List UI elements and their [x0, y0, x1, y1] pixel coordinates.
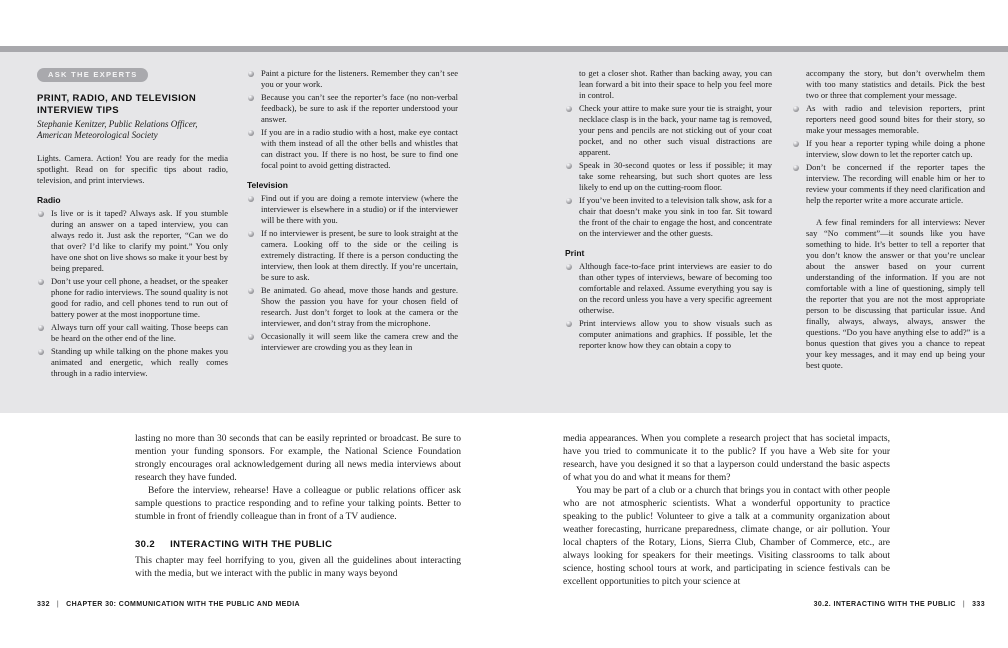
page-number: 333 — [972, 601, 985, 608]
bullet-icon — [248, 231, 254, 237]
expert-box-column-1 — [37, 68, 228, 379]
bullet-text: If no interviewer is present, be sure to look straight at the camera. Looking off to the side or the ceiling is extremely distracting. If there is a person conducting the interview, then look at them directly. If you’re uncertain, be sure to ask. — [261, 228, 458, 282]
bullet-item — [247, 331, 458, 353]
bullet-item — [37, 208, 228, 274]
bullet-item — [37, 322, 228, 344]
bullet-item — [37, 276, 228, 320]
bullet-item — [247, 127, 458, 171]
bullet-item — [247, 193, 458, 226]
bullet-text: If you’ve been invited to a television talk show, ask for a chair that doesn’t make you sink in too far. Sit toward the front of the chair to engage the host, and concentrate on the interviewer and the other guests. — [579, 195, 773, 238]
continued-text: to get a closer shot. Rather than backing away, you can lean forward a bit into their space to help you feel more in control. — [579, 68, 772, 100]
bullet-text: Always turn off your call waiting. Those beeps can be heard on the other end of the line. — [51, 322, 228, 343]
bullet-text: Standing up while talking on the phone makes you animated and energetic, which really comes through in a radio interview. — [51, 346, 228, 378]
bullet-icon — [248, 196, 254, 202]
bullet-icon — [38, 211, 44, 217]
bullet-icon — [793, 165, 799, 171]
running-head: CHAPTER 30: COMMUNICATION WITH THE PUBLIC AND MEDIA — [66, 601, 301, 608]
section-number: 30.2 — [135, 539, 156, 550]
bullet-text: If you hear a reporter typing while doing a phone interview, slow down to let the reporter catch up. — [806, 138, 985, 159]
bullet-item — [792, 138, 985, 160]
bullet-item — [247, 228, 458, 283]
section-title: INTERACTING WITH THE PUBLIC — [170, 539, 333, 550]
bullet-item — [247, 68, 458, 90]
continued-text: accompany the story, but don’t overwhelm them with too many statistics and details. Pick the best two or three that complement your message. — [806, 68, 985, 100]
bullet-icon — [566, 198, 572, 204]
bullet-icon — [38, 279, 44, 285]
section-heading — [135, 538, 461, 551]
bullet-text: Because you can’t see the reporter’s face (no non-verbal feedback), be sure to ask if the reporter understood your answer. — [261, 92, 458, 124]
page-number: 332 — [37, 601, 50, 608]
expert-box-author: Stephanie Kenitzer, Public Relations Officer, American Meteorological Society — [37, 119, 198, 140]
bullet-text: Find out if you are doing a remote interview (where the interviewer is elsewhere in a studio) or if the interviewer will be there with you. — [261, 193, 458, 225]
bullet-icon — [793, 106, 799, 112]
paragraph: Before the interview, rehearse! Have a colleague or public relations officer ask sample questions to practice responding and to refine your talking points. Better to stumble in front of friendly colleague than in front of a TV audience. — [135, 486, 461, 522]
bullet-item — [565, 103, 772, 158]
left-page-footer — [37, 601, 300, 608]
bullet-item — [792, 103, 985, 136]
bullet-item — [247, 92, 458, 125]
print-heading: Print — [565, 248, 585, 258]
bullet-item — [565, 261, 772, 316]
bullet-icon — [248, 288, 254, 294]
bullet-icon — [566, 106, 572, 112]
paragraph: You may be part of a club or a church that brings you in contact with other people who are not atmospheric scientists. What a wonderful opportunity to practice speaking to the public! Volunteer to give a talk at a community organization about weather forecasting, hurricane preparedness, climate change, or air pollution. Your local chapters of the Rotary, Lions, Sierra Club, Chamber of Commerce, etc., are always looking for speakers for their meetings. Visiting classrooms to talk about science, hosting school tours at work, and participating in science festivals can be excellent opportunities to pitch your science at — [563, 486, 890, 587]
bullet-icon — [248, 95, 254, 101]
bullet-item — [565, 318, 772, 351]
bullet-item — [247, 285, 458, 329]
bullet-text: Occasionally it will seem like the camera crew and the interviewer are crowding you as they lean in — [261, 331, 458, 352]
radio-heading: Radio — [37, 195, 61, 205]
bullet-text: Is live or is it taped? Always ask. If you stumble during an answer on a taped interview, you can always redo it. Just ask the reporter, “Can we do that over? I’d like to clarify my point.” You only have one shot on live shows so make it your best by being prepared. — [51, 208, 228, 273]
bullet-icon — [248, 334, 254, 340]
bullet-text: Don’t be concerned if the reporter tapes the interview. The recording will enable him or her to review your comments if they need clarification and help the reporter write a more accurate article. — [806, 162, 985, 205]
bullet-icon — [248, 71, 254, 77]
bullet-text: As with radio and television reporters, print reporters need good sound bites for their story, so make your messages memorable. — [806, 103, 985, 135]
paragraph: This chapter may feel horrifying to you, given all the guidelines about interacting with the media, but we interact with the public in many ways beyond — [135, 556, 461, 579]
right-page-footer — [814, 601, 985, 608]
bullet-item — [565, 160, 772, 193]
closing-paragraph: A few final reminders for all interviews: Never say “No comment”—it sounds like you have something to hide. It’s better to tell a reporter that you don’t know the answer or that you’re unclear about the answer based on your current understanding of the information. If you are not comfortable with a line of questioning, simply tell the reporter that you are not the most appropriate person to be discussing that particular issue. And finally, always, always, always, answer the questions. “Do you have anything else to add?” is a bonus question that gives you a chance to repeat your key messages, and it may end up being your best quote. — [806, 217, 985, 370]
left-page-body — [135, 433, 461, 581]
bullet-icon — [566, 264, 572, 270]
ask-the-experts-box — [0, 52, 1008, 413]
bullet-item — [37, 346, 228, 379]
bullet-icon — [566, 163, 572, 169]
bullet-icon — [566, 321, 572, 327]
expert-box-column-4 — [792, 68, 985, 371]
expert-box-title: PRINT, RADIO, AND TELEVISION INTERVIEW TIPS — [37, 93, 197, 116]
bullet-text: If you are in a radio studio with a host, make eye contact with them instead of all the other bells and whistles that can distract you. If there is no host, be sure to find one focal point to avoid getting distracted. — [261, 127, 458, 170]
bullet-icon — [248, 130, 254, 136]
bullet-item — [565, 195, 772, 239]
bullet-item — [792, 162, 985, 206]
bullet-text: Print interviews allow you to show visuals such as computer animations and graphics. If possible, let the reporter know how they can obtain a copy to — [579, 318, 772, 350]
bullet-icon — [793, 141, 799, 147]
bullet-text: Although face-to-face print interviews are easier to do than other types of interviews, beware of becoming too comfortable and relaxed. Assume everything you say is on the record unless you have a very specific agreement otherwise. — [579, 261, 772, 315]
running-head: 30.2. INTERACTING WITH THE PUBLIC — [813, 601, 956, 608]
right-page-body — [563, 433, 890, 589]
television-heading: Television — [247, 180, 288, 190]
bullet-icon — [38, 349, 44, 355]
bullet-icon — [38, 325, 44, 331]
bullet-text: Check your attire to make sure your tie is straight, your necklace clasp is in the back, your name tag is removed, your pens and pencils are not sticking out of your coat pocket, and no other such visual distractions are apparent. — [579, 103, 772, 157]
bullet-text: Speak in 30-second quotes or less if possible; it may take some rehearsing, but such short quotes are less likely to end up on the cutting-room floor. — [579, 160, 772, 192]
footer-separator: | — [56, 601, 60, 608]
expert-box-intro: Lights. Camera. Action! You are ready for the media spotlight. Read on for specific tips about radio, television, and print interviews. — [37, 153, 228, 185]
expert-box-column-2 — [247, 68, 458, 353]
ask-the-experts-badge: ASK THE EXPERTS — [37, 68, 148, 82]
paragraph: media appearances. When you complete a research project that has societal impacts, have you tried to communicate it to the public? If you have a Web site for your research, have you designed it so that a layperson could understand the basic aspects of what you do and what it means for them? — [563, 434, 890, 483]
bullet-text: Be animated. Go ahead, move those hands and gesture. Show the passion you have for your chosen field of research. Just don’t forget to look at the camera or the interviewer, and don’t stray from the microphone. — [261, 285, 458, 328]
footer-separator: | — [962, 601, 966, 608]
bullet-text: Don’t use your cell phone, a headset, or the speaker phone for radio interviews. The sound quality is not good for radio, and cell phones tend to run out of battery power at the most inopportune time. — [51, 276, 228, 319]
paragraph: lasting no more than 30 seconds that can be easily reprinted or broadcast. Be sure to mention your funding sponsors. For example, the National Science Foundation strongly encourages oral acknowledgement during all news media interviews about research they have funded. — [135, 434, 461, 483]
expert-box-column-3 — [565, 68, 772, 351]
bullet-text: Paint a picture for the listeners. Remember they can’t see you or your work. — [261, 68, 458, 89]
